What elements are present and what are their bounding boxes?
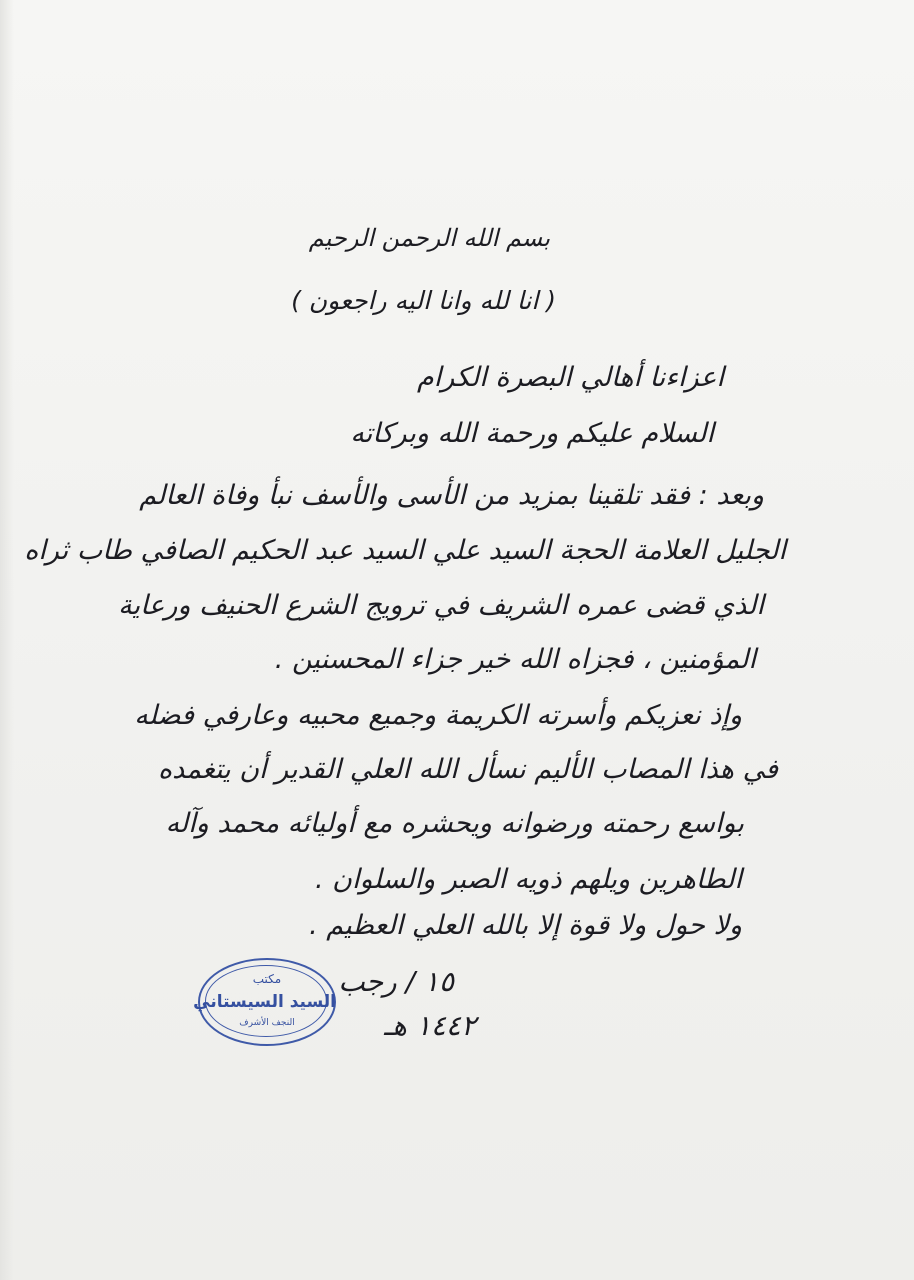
stamp-city: النجف الأشرف [239,1018,295,1028]
body-line: وبعد : فقد تلقينا بمزيد من الأسى والأسف نبأ وفاة العالم [139,480,764,511]
body-line: الجليل العلامة الحجة السيد علي السيد عبد الحكيم الصافي طاب ثراه [24,535,786,566]
quran-verse: ( انا لله وانا اليه راجعون ) [291,286,556,315]
stamp-name: السيد السيستاني [193,992,336,1012]
stamp-office-label: مكتب [252,972,282,986]
body-line: الطاهرين ويلهم ذويه الصبر والسلوان . [314,864,742,895]
date-day-month: ١٥ / رجب [338,965,454,998]
closing-phrase: ولا حول ولا قوة إلا بالله العلي العظيم . [309,910,742,941]
body-line: بواسع رحمته ورضوانه ويحشره مع أوليائه محمد وآله [165,808,744,839]
body-line: وإذ نعزيكم وأسرته الكريمة وجميع محبيه وعارفي فضله [134,700,742,731]
body-line: الذي قضى عمره الشريف في ترويج الشرع الحنيف ورعاية [118,590,764,621]
greeting: السلام عليكم ورحمة الله وبركاته [350,418,714,449]
body-line: المؤمنين ، فجزاه الله خير جزاء المحسنين . [274,644,756,675]
body-line: في هذا المصاب الأليم نسأل الله العلي القدير أن يتغمده [158,754,778,785]
basmala: بسم الله الرحمن الرحيم [308,224,550,252]
salutation: اعزاءنا أهالي البصرة الكرام [417,362,724,393]
date-year: ١٤٤٢ هـ [383,1009,476,1042]
office-seal-stamp [193,958,336,1046]
